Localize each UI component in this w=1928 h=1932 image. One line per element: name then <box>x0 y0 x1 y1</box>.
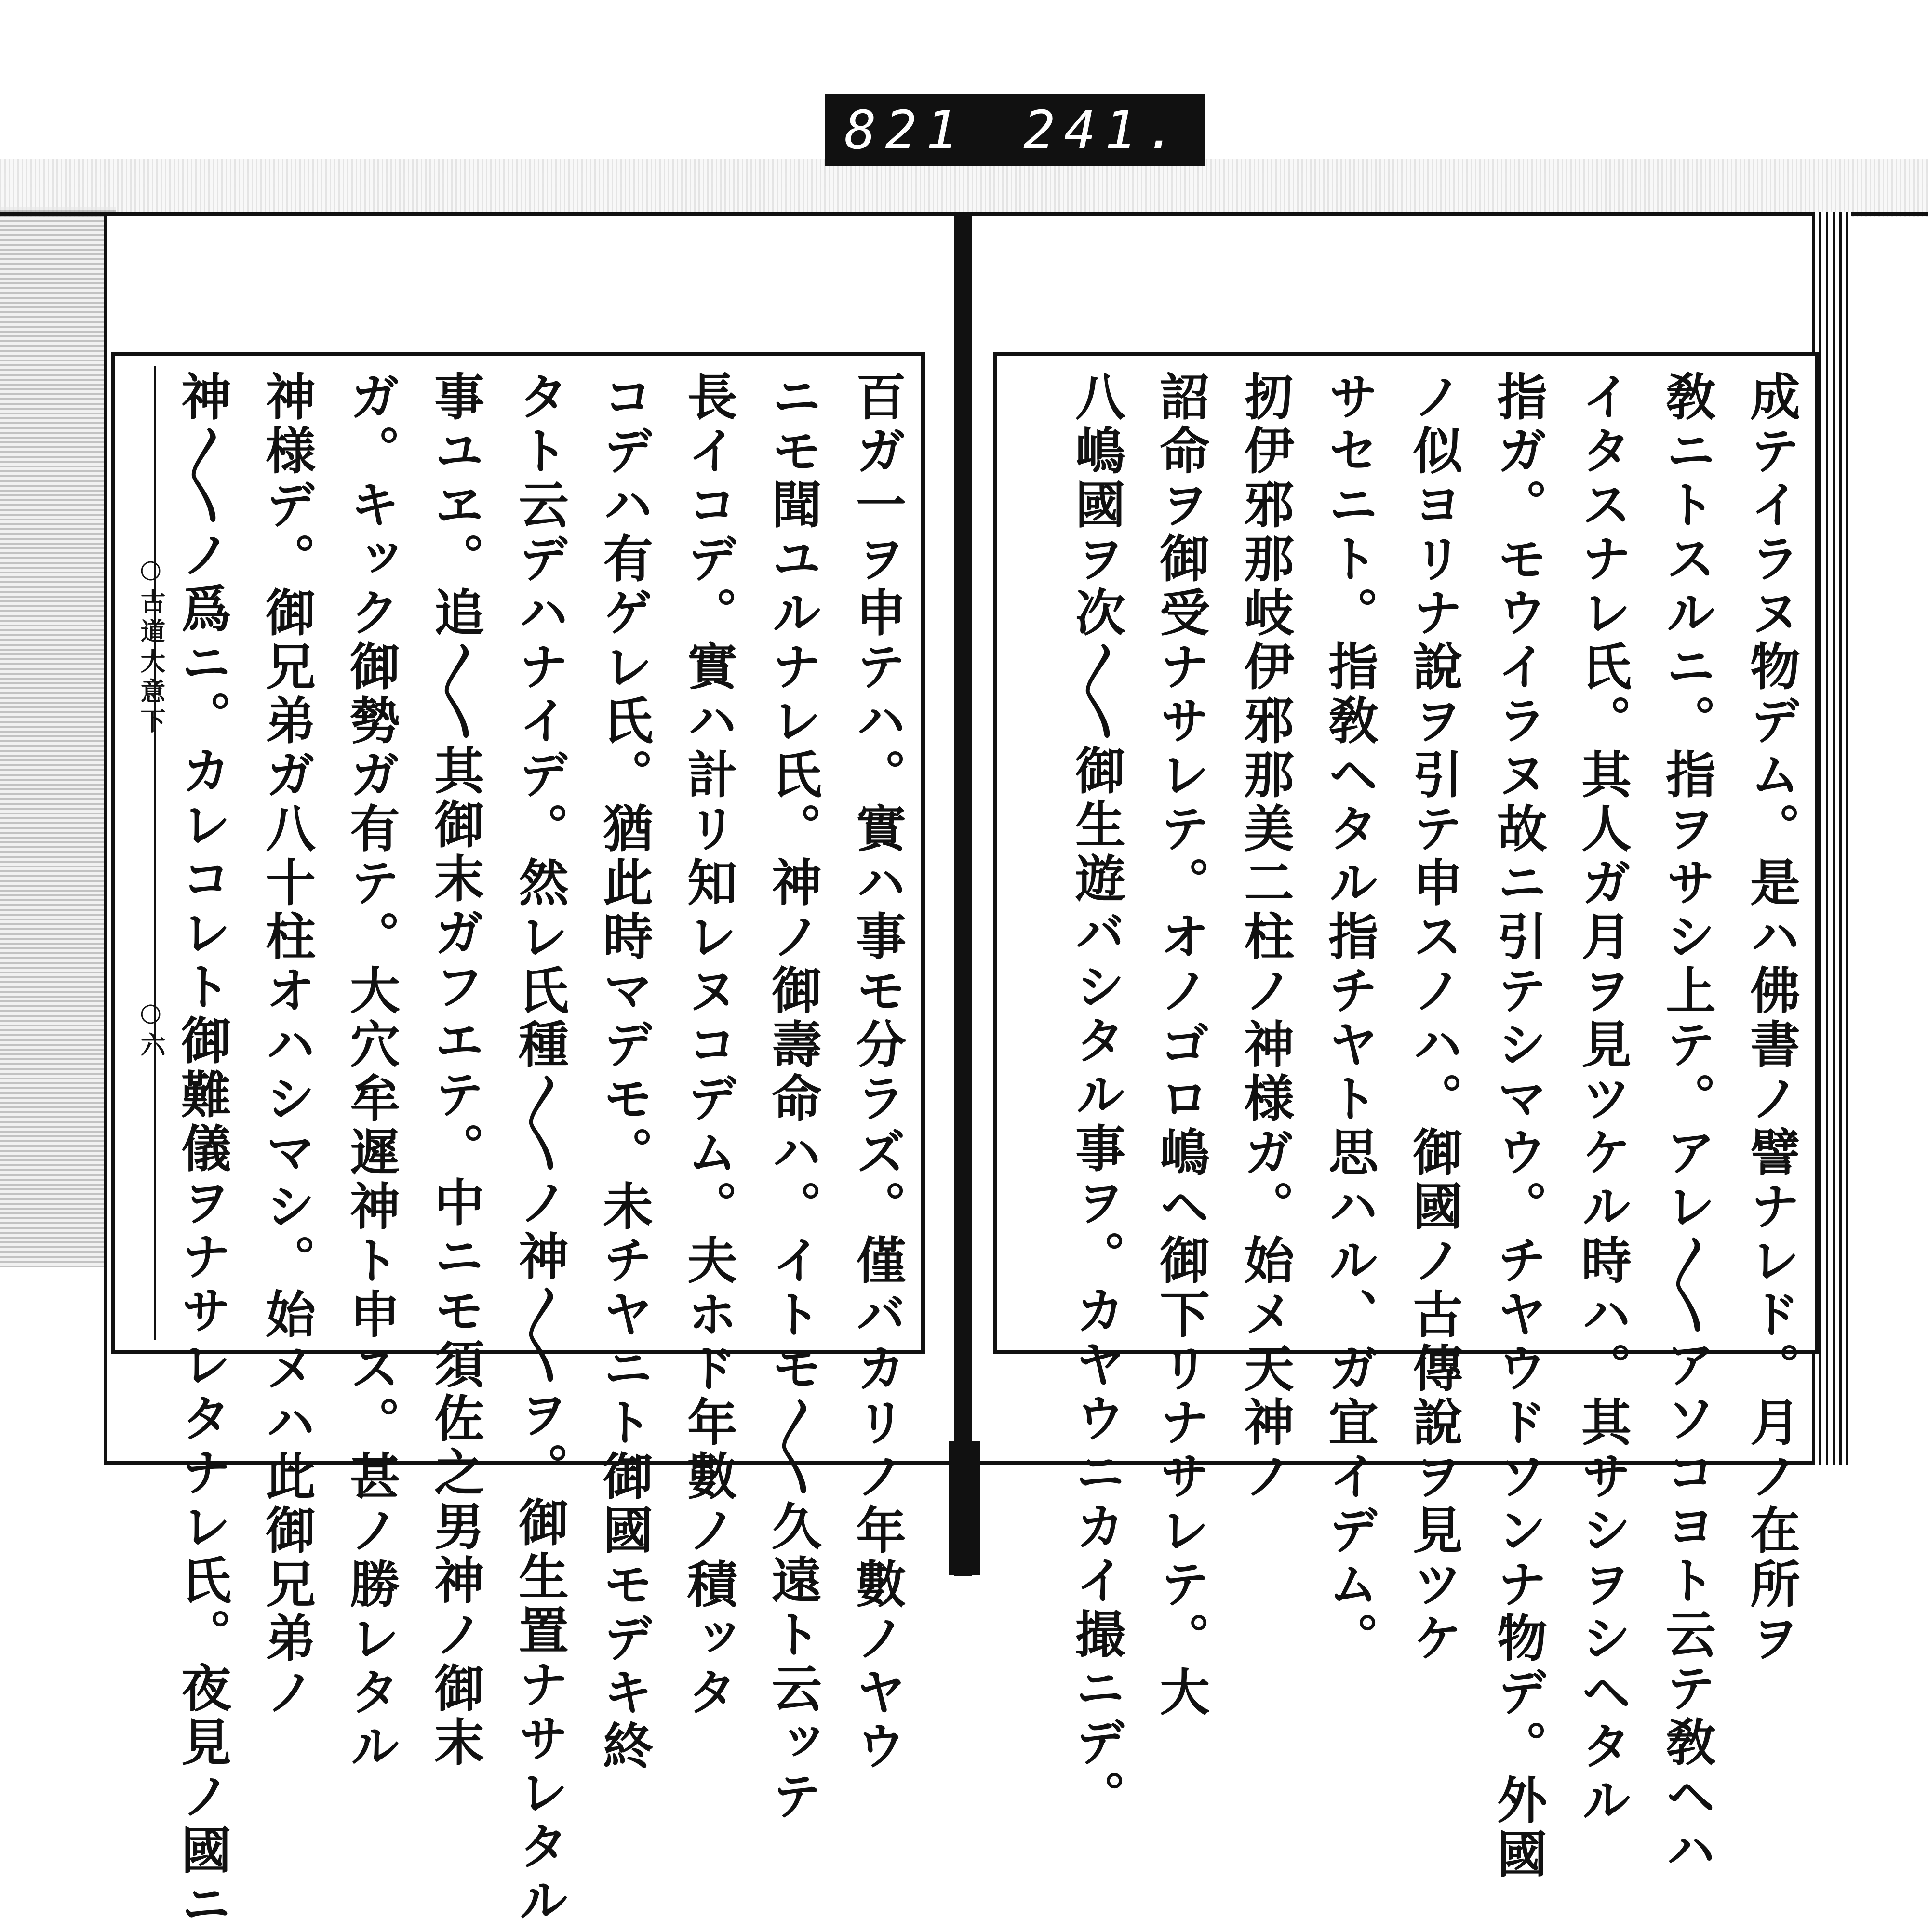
left-text-box <box>111 352 925 1932</box>
left-col-2: ニモ聞ユルナレ氏。神ノ御壽命ハ。イトモ〳〵久遠ト云ッテ <box>763 371 822 1824</box>
spine-foot <box>949 1441 980 1575</box>
margin-page-number: ○六 <box>136 998 165 1062</box>
left-col-1: 百ガ一ヲ申テハ。實ハ事モ分ラズ。僅バカリノ年數ノヤウ <box>847 371 907 1774</box>
scan-top-noise <box>0 159 1928 217</box>
right-col-5: ノ似ヨリナ說ヲ引テ申スノハ。御國ノ古傳說ヲ見ツケ <box>1404 371 1463 1666</box>
right-col-7: 扨伊邪那岐伊邪那美二柱ノ神様ガ。始メ天神ノ <box>1235 371 1295 1504</box>
right-col-9: 八嶋國ヲ次〳〵御生遊バシタル事ヲ。カヤウニカイ撮ニデ。 <box>1067 371 1126 1824</box>
margin-book-title: ○古道大意下 <box>136 554 165 738</box>
left-col-8: 神様デ。御兄弟ガ八十柱オハシマシ。始メハ此御兄弟ノ <box>257 371 316 1720</box>
margin-rule <box>154 366 156 1340</box>
archive-label-left: 821 <box>844 99 966 161</box>
left-edge-noise <box>0 207 116 1267</box>
right-col-3: イタスナレ氏。其人ガ月ヲ見ツケル時ハ。其サシヲシヘタル <box>1573 371 1632 1828</box>
left-col-5: タト云デハナイデ。然レ氏種〳〵ノ神〳〵ヲ。御生置ナサレタル <box>510 371 569 1928</box>
right-text-box <box>993 352 1820 1882</box>
archive-label <box>825 94 1205 166</box>
right-col-6: サセニト。指敎ヘタル指チヤト思ハル、ガ宜イデム。 <box>1320 371 1379 1666</box>
left-col-6: 事ユヱ。追〳〵其御末ガフエテ。中ニモ須佐之男神ノ御末 <box>426 371 485 1770</box>
left-col-9: 神〳〵ノ爲ニ。カレコレト御難儀ヲナサレタナレ氏。夜見ノ國ニ <box>173 371 232 1932</box>
right-col-4: 指ガ。モウイラヌ故ニ引テシマウ。チヤウドソンナ物デ。外國 <box>1488 371 1548 1882</box>
right-col-8: 詔命ヲ御受ナサレテ。オノゴロ嶋ヘ御下リナサレテ。大 <box>1151 371 1210 1720</box>
right-col-1: 成テイラヌ物デム。是ハ佛書ノ譬ナレド。月ノ在所ヲ <box>1741 371 1801 1666</box>
left-col-3: 長イコデ。實ハ計リ知レヌコデム。夫ホド年數ノ積ッタ <box>679 371 738 1720</box>
left-col-4: コデハ有ゲレ氏。猶此時マデモ。未チヤニト御國モデキ終 <box>594 371 654 1774</box>
book-spine <box>954 212 972 1576</box>
archive-label-right: 241. <box>1023 99 1186 161</box>
right-col-2: 敎ニトスルニ。指ヲサシ上テ。アレ〳〵アソコヨト云テ敎ヘハ <box>1657 371 1716 1878</box>
left-col-7: ガ。キック御勢ガ有テ。大穴牟遲神ト申ス。甚ノ勝レタル <box>341 371 401 1774</box>
